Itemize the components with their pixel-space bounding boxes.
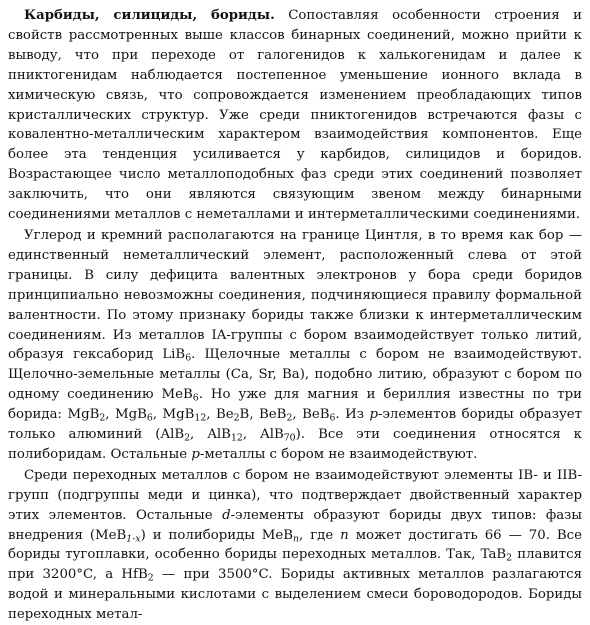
italic-text: p — [369, 407, 378, 423]
text-run: Сопоставляя особенности строения и свойств рассмотренных выше классов бинарных соединений, можно прийти к выводу, что при переходе от галогенидов к халькогенидам и далее к пниктогенидам наблюдается постепенное уменьшение ионного вклада в химическую связь, что сопровождается изменением преобладающих типов кристаллических структур. Уже среди пниктогенидов встречаются фазы с ковалентно-металлическим характером взаимодействия компонентов. Еще более эта тенденция усиливается у карбидов, силицидов и боридов. Возрастающее число металлоподобных фаз среди этих соединений позволяет заключить, что они являются связующим звеном между бинарными соединениями металлов с неметаллами и интерметаллическими соединениями. — [8, 8, 582, 223]
subscript: 12 — [230, 432, 243, 444]
paragraph-boron-nonmetals — [8, 226, 582, 465]
text-run: ) и полибориды MeB — [140, 527, 294, 543]
text-run: плавится при 3200°C, а HfB — [8, 547, 582, 583]
subscript: n — [293, 532, 300, 544]
text-run: . Щелочные металлы с бором не взаимодействуют. Щелочно-земельные металлы (Ca, Sr, Ba), подобно литию, образуют с бором по одному соединению MeB — [8, 347, 582, 403]
text-run: Среди переходных металлов с бором не взаимодействуют элементы IB- и IIB-групп (подгруппы меди и цинка), что подтверждает двойственный характер этих элементов. Остальные — [8, 467, 582, 523]
text-run: , Be — [206, 407, 234, 423]
text-run: , AlB — [190, 427, 231, 443]
text-run: , где — [299, 527, 341, 543]
text-run: может достигать 66 — 70. Все бориды тугоплавки, особенно бориды переходных металлов. Так, TaB — [8, 527, 582, 563]
text-run: . Но уже для магния и бериллия известны по три борида: MgB — [8, 387, 582, 423]
paragraph-carbides-intro — [8, 6, 582, 225]
subscript: 2 — [286, 412, 293, 424]
subscript: 70 — [283, 432, 296, 444]
subscript: 12 — [194, 412, 207, 424]
subscript: 6 — [185, 352, 192, 364]
text-run: Углерод и кремний располагаются на границе Цинтля, в то время как бор — единственный неметаллический элемент, расположенный слева от этой границы. В силу дефицита валентных электронов у бора среди боридов принципиально невозможны соединения, подчиняющиеся правилу формальной валентности. По этому признаку бориды также близки к интерметаллическим соединениям. Из металлов IA-группы с бором взаимодействует только литий, образуя гексаборид LiB — [8, 227, 582, 363]
subscript: 1-x — [126, 532, 141, 544]
subscript: 2 — [233, 412, 240, 424]
subscript: 2 — [506, 552, 513, 564]
text-run: . Из — [335, 407, 370, 423]
text-run: B, BeB — [239, 407, 287, 423]
text-run: , AlB — [242, 427, 284, 443]
italic-text: d — [222, 507, 231, 523]
text-run: -металлы с бором не взаимодействуют. — [199, 446, 478, 462]
text-run: — при 3500°C. Бориды активных металлов разлагаются водой и минеральными кислотами с выделением смеси бороводородов. Бориды переходных метал- — [8, 567, 582, 623]
text-run: , MgB — [105, 407, 147, 423]
text-run: ). Все эти соединения относятся к полиборидам. Остальные — [8, 427, 582, 462]
subscript: 2 — [184, 432, 191, 444]
text-run: -элементов бориды образует только алюминий (AlB — [8, 407, 582, 443]
subscript: 2 — [99, 412, 106, 424]
paragraph-transition-borides — [8, 466, 582, 625]
text-run: , BeB — [292, 407, 330, 423]
section-heading: Карбиды, силициды, бориды. — [24, 8, 275, 23]
italic-text: n — [340, 527, 349, 543]
text-run: -элементы образуют бориды двух типов: фазы внедрения (MeB — [8, 507, 582, 543]
subscript: 6 — [329, 412, 336, 424]
subscript: 6 — [146, 412, 153, 424]
italic-text: p — [191, 446, 200, 462]
subscript: 2 — [147, 572, 154, 584]
text-run: , MgB — [152, 407, 195, 423]
subscript: 6 — [192, 392, 199, 404]
